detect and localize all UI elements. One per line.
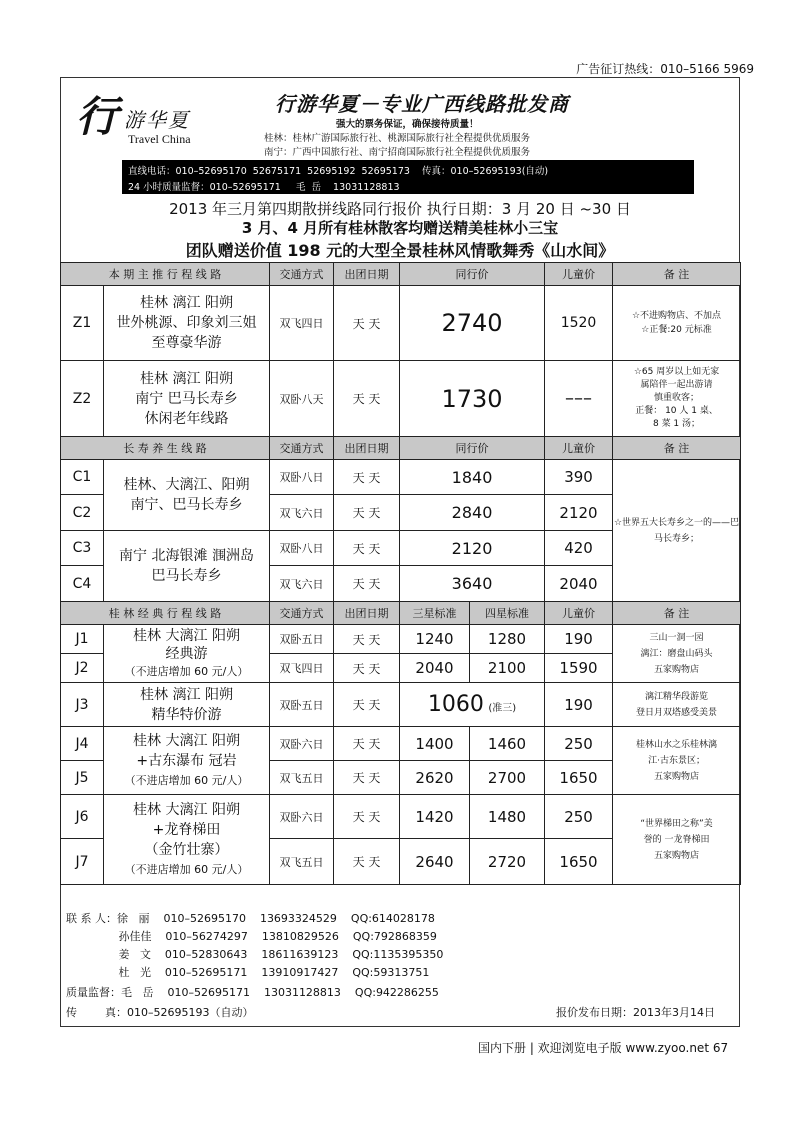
three-star: 2040 bbox=[400, 654, 470, 683]
transport: 双卧八日 bbox=[270, 460, 334, 495]
route-code: Z1 bbox=[61, 286, 104, 361]
route-line: 南宁 巴马长寿乡 bbox=[135, 390, 238, 407]
price-table bbox=[60, 262, 741, 885]
section1-header bbox=[61, 263, 741, 286]
dates: 天 天 bbox=[334, 495, 400, 531]
child-price: 250 bbox=[545, 727, 613, 761]
note-line: ☆正餐:20 元标准 bbox=[641, 325, 712, 335]
route-code: J3 bbox=[61, 683, 104, 727]
header-cell: 备 注 bbox=[613, 602, 741, 625]
transport: 双卧八天 bbox=[270, 361, 334, 437]
four-star: 1480 bbox=[470, 795, 545, 839]
release-date: 报价发布日期：2013年3月14日 bbox=[556, 1006, 715, 1019]
transport: 双卧五日 bbox=[270, 625, 334, 654]
contact-line: 24 小时质量监督：010–52695171 毛 岳 13031128813 bbox=[128, 182, 400, 193]
table-row bbox=[61, 286, 741, 361]
route-line: （不进店增加 60 元/人） bbox=[124, 862, 249, 876]
route-line: 桂林 大漓江 阳朔 bbox=[133, 801, 240, 818]
three-star: 1420 bbox=[400, 795, 470, 839]
note-cell bbox=[613, 727, 741, 795]
child-price: 420 bbox=[545, 531, 613, 566]
price: 2120 bbox=[400, 531, 545, 566]
route-line: 桂林 漓江 阳朔 bbox=[140, 370, 233, 387]
note-line: 慎重收客； bbox=[654, 393, 700, 403]
child-price: 1590 bbox=[545, 654, 613, 683]
route-code: J5 bbox=[61, 761, 104, 795]
special-price: 1060 bbox=[427, 692, 484, 717]
header-cell: 儿童价 bbox=[545, 437, 613, 460]
title-gift: 团队赠送价值 198 元的大型全景桂林风情歌舞秀《山水间》 bbox=[185, 241, 615, 260]
price: 1730 bbox=[400, 361, 545, 437]
child-price: 190 bbox=[545, 683, 613, 727]
note-cell bbox=[613, 795, 741, 885]
ad-hotline: 广告征订热线：010–5166 5969 bbox=[576, 62, 754, 76]
contact-line: 直线电话：010–52695170 52675171 52695192 52695173 传真：010–52695193(自动) bbox=[128, 166, 549, 177]
table-row bbox=[61, 625, 741, 654]
route-code: Z2 bbox=[61, 361, 104, 437]
child-price: 2120 bbox=[545, 495, 613, 531]
route-cell bbox=[104, 531, 270, 602]
route-cell bbox=[104, 460, 270, 531]
route-line: 精华特价游 bbox=[151, 706, 222, 723]
note-line: 江·古东景区； bbox=[648, 755, 705, 766]
four-star: 2100 bbox=[470, 654, 545, 683]
title-quote: 2013 年三月第四期散拼线路同行报价 执行日期：3 月 20 日 ~30 日 bbox=[169, 200, 631, 218]
price: 3640 bbox=[400, 566, 545, 602]
child-price: 1520 bbox=[545, 286, 613, 361]
logo-cn: 游华夏 bbox=[124, 108, 190, 132]
route-line: （金竹壮寨） bbox=[144, 841, 229, 858]
note-line: 8 菜 1 汤； bbox=[652, 419, 701, 429]
note-line: 漓江：磨盘山码头 bbox=[640, 648, 713, 659]
route-code: C3 bbox=[61, 531, 104, 566]
note-cell: ☆世界五大长寿乡之一的——巴马长寿乡； bbox=[613, 460, 741, 602]
note-line: 五家购物店 bbox=[654, 771, 700, 782]
header-cell: 交通方式 bbox=[270, 437, 334, 460]
footer-contact-line: 杜 光 010–52695171 13910917427 QQ:59313751 bbox=[66, 966, 430, 979]
transport: 双卧八日 bbox=[270, 531, 334, 566]
section3-header bbox=[61, 602, 741, 625]
dates: 天 天 bbox=[334, 761, 400, 795]
route-cell bbox=[104, 795, 270, 885]
header-cell: 桂 林 经 典 行 程 线 路 bbox=[61, 602, 270, 625]
table-row bbox=[61, 795, 741, 839]
note-line: ☆不进购物店、不加点 bbox=[631, 311, 722, 321]
three-star: 1240 bbox=[400, 625, 470, 654]
route-line: 桂林 漓江 阳朔 bbox=[140, 686, 233, 703]
note-cell bbox=[613, 286, 741, 361]
transport: 双卧六日 bbox=[270, 795, 334, 839]
four-star: 1280 bbox=[470, 625, 545, 654]
header-line: 桂林：桂林广游国际旅行社、桃源国际旅行社全程提供优质服务 bbox=[264, 133, 531, 144]
dates: 天 天 bbox=[334, 683, 400, 727]
route-code: C2 bbox=[61, 495, 104, 531]
route-cell bbox=[104, 727, 270, 795]
note-line: ☆65 周岁以上如无家 bbox=[633, 367, 720, 377]
three-star: 2640 bbox=[400, 839, 470, 885]
header-cell: 备 注 bbox=[613, 263, 741, 286]
route-line: （不进店增加 60 元/人） bbox=[124, 664, 249, 678]
dates: 天 天 bbox=[334, 839, 400, 885]
section2-header bbox=[61, 437, 741, 460]
header-line: 南宁：广西中国旅行社、南宁招商国际旅行社全程提供优质服务 bbox=[264, 147, 531, 158]
header-cell: 四星标准 bbox=[470, 602, 545, 625]
route-code: C4 bbox=[61, 566, 104, 602]
table-row bbox=[61, 361, 741, 437]
price: 1840 bbox=[400, 460, 545, 495]
child-price: 390 bbox=[545, 460, 613, 495]
table-row bbox=[61, 460, 741, 495]
three-star: 1400 bbox=[400, 727, 470, 761]
table-row bbox=[61, 683, 741, 727]
header-cell: 出团日期 bbox=[334, 602, 400, 625]
header-cell: 出团日期 bbox=[334, 263, 400, 286]
route-line: +古东瀑布 冠岩 bbox=[136, 752, 237, 769]
dates: 天 天 bbox=[334, 795, 400, 839]
route-line: 桂林 大漓江 阳朔 bbox=[133, 627, 240, 644]
footer-contact-line: 姜 文 010–52830643 18611639123 QQ:1135395350 bbox=[66, 948, 444, 961]
special-note: (准三) bbox=[488, 703, 517, 714]
dates: 天 天 bbox=[334, 531, 400, 566]
header-cell: 儿童价 bbox=[545, 263, 613, 286]
transport: 双飞六日 bbox=[270, 495, 334, 531]
transport: 双飞五日 bbox=[270, 839, 334, 885]
footer-contact-line: 孙佳佳 010–56274297 13810829526 QQ:792868359 bbox=[66, 930, 437, 943]
note-line: 桂林山水之乐桂林漓 bbox=[636, 739, 718, 750]
header-line: 强大的票务保证，确保接待质量！ bbox=[336, 119, 479, 130]
note-cell bbox=[613, 683, 741, 727]
route-cell bbox=[104, 625, 270, 683]
route-cell bbox=[104, 683, 270, 727]
note-cell bbox=[613, 625, 741, 683]
transport: 双卧五日 bbox=[270, 683, 334, 727]
note-line: 正餐： 10 人 1 桌、 bbox=[635, 406, 718, 416]
transport: 双卧六日 bbox=[270, 727, 334, 761]
route-code: J7 bbox=[61, 839, 104, 885]
four-star: 2700 bbox=[470, 761, 545, 795]
dates: 天 天 bbox=[334, 286, 400, 361]
route-line: 南宁 北海银滩 涠洲岛 bbox=[119, 548, 254, 564]
route-line: 桂林 漓江 阳朔 bbox=[140, 295, 233, 311]
header-cell: 同行价 bbox=[400, 437, 545, 460]
logo bbox=[68, 84, 234, 162]
route-line: 经典游 bbox=[165, 645, 208, 662]
route-code: J1 bbox=[61, 625, 104, 654]
route-line: 桂林、大漓江、阳朔 bbox=[123, 477, 250, 493]
footer-contact-line: 传 真：010–52695193（自动） bbox=[66, 1006, 254, 1019]
page-footer: 国内下册 | 欢迎浏览电子版 www.zyoo.net 67 bbox=[478, 1041, 729, 1055]
child-price: 1650 bbox=[545, 839, 613, 885]
note-line: 誉的 一龙脊梯田 bbox=[643, 834, 710, 845]
note-line: 三山一洞一园 bbox=[649, 632, 704, 643]
logo-en: Travel China bbox=[128, 132, 191, 146]
price: 2740 bbox=[400, 286, 545, 361]
route-code: J6 bbox=[61, 795, 104, 839]
route-line: 至尊豪华游 bbox=[151, 335, 222, 351]
header-cell: 交通方式 bbox=[270, 602, 334, 625]
three-star: 2620 bbox=[400, 761, 470, 795]
route-line: 休闲老年线路 bbox=[144, 410, 229, 427]
child-price: 250 bbox=[545, 795, 613, 839]
header-cell: 长 寿 养 生 线 路 bbox=[61, 437, 270, 460]
slogan: 行游华夏－专业广西线路批发商 bbox=[275, 92, 569, 116]
header-cell: 备 注 bbox=[613, 437, 741, 460]
four-star: 1460 bbox=[470, 727, 545, 761]
table-row bbox=[61, 727, 741, 761]
child-price: ––– bbox=[545, 361, 613, 437]
route-cell bbox=[104, 286, 270, 361]
header-cell: 出团日期 bbox=[334, 437, 400, 460]
transport: 双飞四日 bbox=[270, 654, 334, 683]
header-cell: 同行价 bbox=[400, 263, 545, 286]
dates: 天 天 bbox=[334, 566, 400, 602]
footer-contact-line: 联 系 人：徐 丽 010–52695170 13693324529 QQ:614028178 bbox=[66, 912, 435, 925]
note-line: “世界梯田之称”美 bbox=[640, 818, 713, 829]
header-cell: 本 期 主 推 行 程 线 路 bbox=[61, 263, 270, 286]
route-line: 世外桃源、印象刘三姐 bbox=[116, 315, 257, 331]
note-line: 漓江精华段游览 bbox=[645, 691, 709, 702]
title-promo: 3 月、4 月所有桂林散客均赠送精美桂林小三宝 bbox=[241, 219, 559, 237]
note-line: 五家购物店 bbox=[654, 850, 700, 861]
dates: 天 天 bbox=[334, 654, 400, 683]
header-cell: 儿童价 bbox=[545, 602, 613, 625]
dates: 天 天 bbox=[334, 727, 400, 761]
transport: 双飞五日 bbox=[270, 761, 334, 795]
note-line: 五家购物店 bbox=[654, 664, 700, 675]
dates: 天 天 bbox=[334, 460, 400, 495]
route-cell bbox=[104, 361, 270, 437]
contact-bar bbox=[122, 160, 694, 194]
child-price: 2040 bbox=[545, 566, 613, 602]
route-line: （不进店增加 60 元/人） bbox=[124, 773, 249, 787]
child-price: 190 bbox=[545, 625, 613, 654]
four-star: 2720 bbox=[470, 839, 545, 885]
route-code: C1 bbox=[61, 460, 104, 495]
route-line: 桂林 大漓江 阳朔 bbox=[133, 732, 240, 749]
header-cell: 三星标准 bbox=[400, 602, 470, 625]
transport: 双飞四日 bbox=[270, 286, 334, 361]
special-price-cell bbox=[400, 683, 545, 727]
transport: 双飞六日 bbox=[270, 566, 334, 602]
route-line: 南宁、巴马长寿乡 bbox=[130, 497, 243, 513]
child-price: 1650 bbox=[545, 761, 613, 795]
dates: 天 天 bbox=[334, 625, 400, 654]
price: 2840 bbox=[400, 495, 545, 531]
route-line: 巴马长寿乡 bbox=[151, 568, 222, 584]
note-line: 属陪伴一起出游请 bbox=[640, 380, 713, 390]
route-code: J4 bbox=[61, 727, 104, 761]
route-line: +龙脊梯田 bbox=[152, 821, 221, 838]
dates: 天 天 bbox=[334, 361, 400, 437]
header-cell: 交通方式 bbox=[270, 263, 334, 286]
footer-contact-line: 质量监督：毛 岳 010–52695171 13031128813 QQ:942286255 bbox=[66, 986, 439, 999]
note-line: 登日月双塔感受美景 bbox=[636, 707, 718, 718]
route-code: J2 bbox=[61, 654, 104, 683]
logo-char: 行 bbox=[76, 92, 119, 141]
note-cell bbox=[613, 361, 741, 437]
